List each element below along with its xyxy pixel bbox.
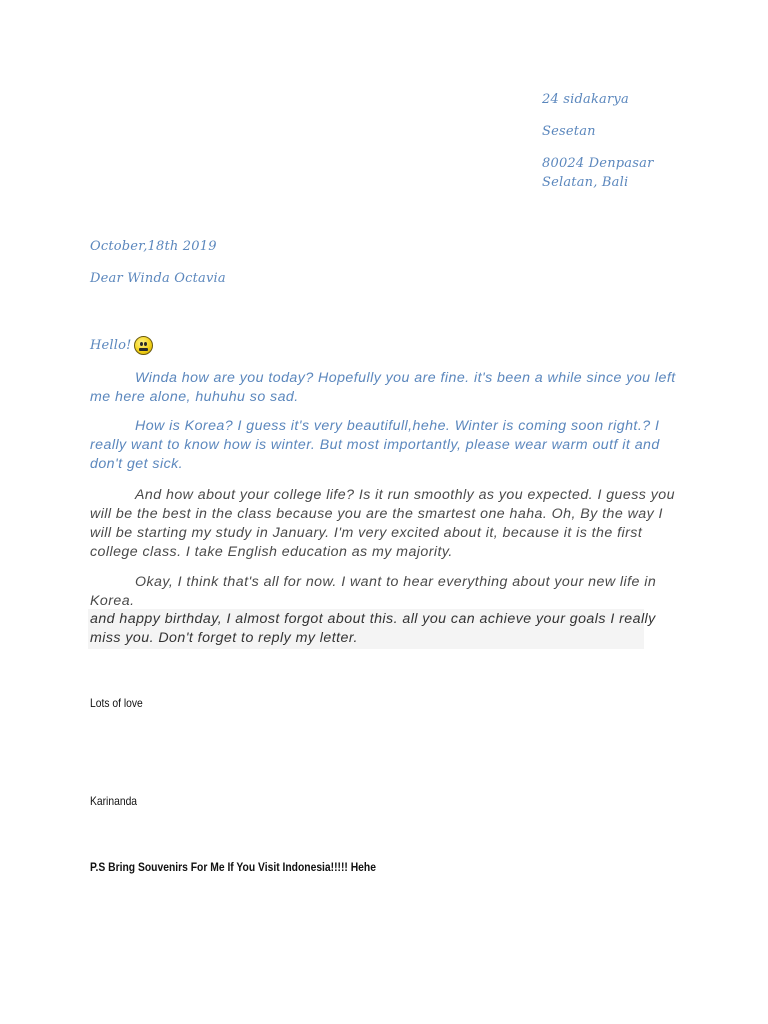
greeting-row	[90, 336, 153, 355]
paragraph-college: And how about your college life? Is it run smoothly as you expected. I guess you will be the best in the class because you are the smartest one haha. Oh, By the way I will be starting my study in January. I'm very excited about it, because it is the first college class. I take English education as my majority.	[90, 487, 675, 560]
paragraph-korea: How is Korea? I guess it's very beautifull,hehe. Winter is coming soon right.? I really want to know how is winter. But most importantly, please wear warm outf it and don't get sick.	[90, 418, 660, 472]
closing-phrase: Lots of love	[90, 696, 143, 710]
address-line-district: Sesetan	[542, 124, 596, 139]
address-line-street: 24 sidakarya	[542, 92, 629, 107]
smiley-face-icon	[134, 336, 153, 355]
address-line-postal: 80024 Denpasar	[542, 156, 654, 171]
paragraph-birthday: and happy birthday, I almost forgot about this. all you can achieve your goals I really miss you. Don't forget to reply my letter.	[90, 611, 656, 646]
greeting-text: Hello!	[90, 338, 132, 353]
signature-name: Karinanda	[90, 794, 138, 808]
paragraph-closing: Okay, I think that's all for now. I want to hear everything about your new life in Korea.	[90, 574, 657, 609]
postscript: P.S Bring Souvenirs For Me If You Visit Indonesia!!!!! Hehe	[90, 860, 376, 874]
letter-date: October,18th 2019	[90, 239, 217, 254]
salutation: Dear Winda Octavia	[90, 271, 226, 286]
address-line-region: Selatan, Bali	[542, 175, 629, 190]
paragraph-greeting: Winda how are you today? Hopefully you are fine. it's been a while since you left me here alone, huhuhu so sad.	[90, 370, 676, 405]
